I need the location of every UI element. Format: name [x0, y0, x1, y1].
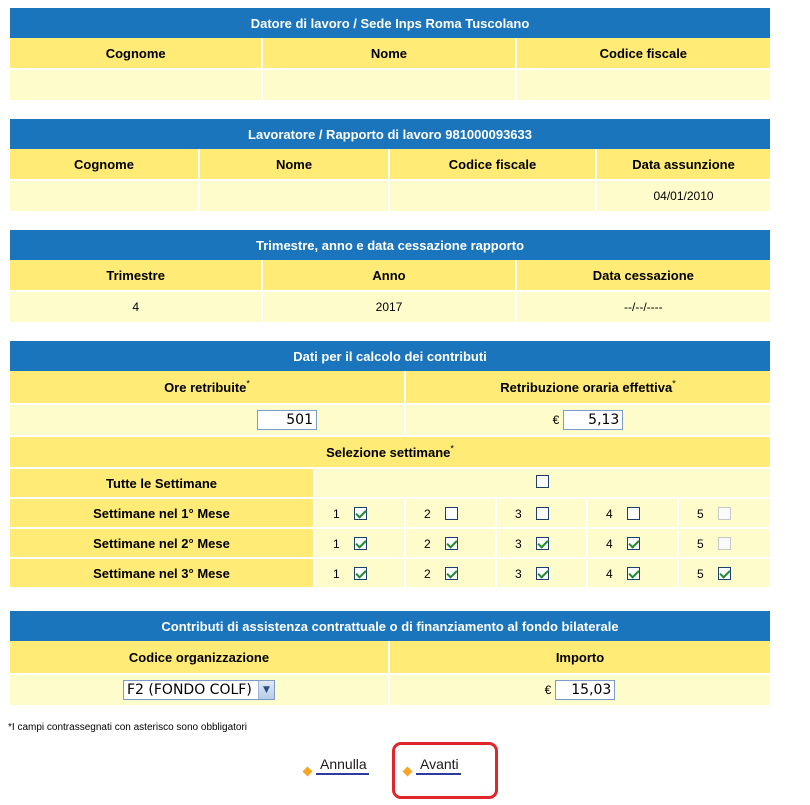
- codice-organizzazione-cell: [10, 673, 390, 705]
- calcolo-title: Dati per il calcolo dei contributi: [10, 341, 770, 371]
- contributi-title: Contributi di assistenza contrattuale o di finanziamento al fondo bilaterale: [10, 611, 770, 641]
- week-checkbox[interactable]: [627, 567, 640, 580]
- datore-cognome-value: [10, 68, 263, 100]
- week-number: 2: [424, 536, 431, 551]
- lavoratore-col-nome: Nome: [200, 149, 390, 179]
- week-number: 4: [606, 566, 613, 581]
- week-number: 5: [697, 566, 704, 581]
- week-checkbox[interactable]: [718, 567, 731, 580]
- week-checkbox[interactable]: [536, 507, 549, 520]
- datore-codice-fiscale-value: [517, 68, 770, 100]
- week-checkbox[interactable]: [536, 537, 549, 550]
- tutte-settimane-label: Tutte le Settimane: [10, 467, 315, 497]
- week-checkbox[interactable]: [354, 537, 367, 550]
- ore-retribuite-input[interactable]: 501: [257, 410, 317, 430]
- chevron-down-icon[interactable]: ▼: [258, 681, 274, 699]
- calcolo-table: [10, 341, 770, 587]
- mese-row: [10, 497, 770, 527]
- week-number: 2: [424, 506, 431, 521]
- week-checkbox[interactable]: [627, 537, 640, 550]
- week-number: 3: [515, 536, 522, 551]
- retribuzione-oraria-label: Retribuzione oraria effettiva*: [406, 371, 770, 403]
- contributi-table: [10, 611, 770, 705]
- euro-symbol: €: [544, 683, 552, 697]
- week-number: 1: [333, 566, 340, 581]
- week-number: 3: [515, 566, 522, 581]
- tutte-settimane-cell: [315, 467, 770, 497]
- ore-retribuite-cell: [10, 403, 406, 435]
- trimestre-table: [10, 230, 770, 322]
- week-number: 1: [333, 506, 340, 521]
- week-checkbox[interactable]: [445, 567, 458, 580]
- lavoratore-table: [10, 119, 770, 211]
- datore-col-nome: Nome: [263, 38, 516, 68]
- week-number: 5: [697, 536, 704, 551]
- lavoratore-col-codice-fiscale: Codice fiscale: [390, 149, 597, 179]
- lavoratore-cognome-value: [10, 179, 200, 211]
- bullet-icon: [303, 767, 313, 777]
- mese-2-label: Settimane nel 2° Mese: [10, 527, 315, 557]
- week-number: 1: [333, 536, 340, 551]
- avanti-highlight-box: [392, 742, 498, 799]
- mese-3-label: Settimane nel 3° Mese: [10, 557, 315, 587]
- codice-organizzazione-label: Codice organizzazione: [10, 641, 390, 673]
- datore-table: [10, 8, 770, 100]
- tutte-settimane-checkbox[interactable]: [536, 475, 549, 488]
- trimestre-col-trimestre: Trimestre: [10, 260, 263, 290]
- ore-retribuite-label: Ore retribuite*: [10, 371, 406, 403]
- datore-col-cognome: Cognome: [10, 38, 263, 68]
- selezione-settimane-title: Selezione settimane*: [10, 435, 770, 467]
- week-checkbox-disabled: [718, 507, 731, 520]
- lavoratore-codice-fiscale-value: [390, 179, 597, 211]
- lavoratore-col-data-assunzione: Data assunzione: [597, 149, 770, 179]
- week-checkbox[interactable]: [354, 507, 367, 520]
- week-number: 4: [606, 536, 613, 551]
- annulla-button[interactable]: Annulla: [316, 756, 369, 775]
- codice-organizzazione-value: F2 (FONDO COLF): [127, 682, 252, 698]
- week-checkbox[interactable]: [536, 567, 549, 580]
- week-checkbox-disabled: [718, 537, 731, 550]
- codice-organizzazione-select[interactable]: [123, 680, 275, 700]
- mese-row: [10, 527, 770, 557]
- euro-symbol: €: [552, 413, 560, 427]
- trimestre-col-anno: Anno: [263, 260, 516, 290]
- retribuzione-oraria-cell: [406, 403, 770, 435]
- importo-input[interactable]: 15,03: [555, 680, 615, 700]
- week-checkbox[interactable]: [445, 537, 458, 550]
- week-checkbox[interactable]: [627, 507, 640, 520]
- week-number: 5: [697, 506, 704, 521]
- mese-row: [10, 557, 770, 587]
- trimestre-title: Trimestre, anno e data cessazione rapporto: [10, 230, 770, 260]
- lavoratore-nome-value: [200, 179, 390, 211]
- importo-label: Importo: [390, 641, 770, 673]
- week-checkbox[interactable]: [445, 507, 458, 520]
- datore-title: Datore di lavoro / Sede Inps Roma Tuscolano: [10, 8, 770, 38]
- lavoratore-data-assunzione-value: 04/01/2010: [597, 179, 770, 211]
- trimestre-col-data-cessazione: Data cessazione: [517, 260, 770, 290]
- week-number: 2: [424, 566, 431, 581]
- week-number: 4: [606, 506, 613, 521]
- required-fields-note: *I campi contrassegnati con asterisco sono obbligatori: [8, 722, 248, 733]
- mese-1-label: Settimane nel 1° Mese: [10, 497, 315, 527]
- avanti-button[interactable]: Avanti: [416, 756, 461, 775]
- importo-cell: [390, 673, 770, 705]
- week-checkbox[interactable]: [354, 567, 367, 580]
- datore-col-codice-fiscale: Codice fiscale: [517, 38, 770, 68]
- lavoratore-title: Lavoratore / Rapporto di lavoro 981000093633: [10, 119, 770, 149]
- lavoratore-col-cognome: Cognome: [10, 149, 200, 179]
- data-cessazione-value: --/--/----: [517, 290, 770, 322]
- anno-value: 2017: [263, 290, 516, 322]
- trimestre-value: 4: [10, 290, 263, 322]
- datore-nome-value: [263, 68, 516, 100]
- retribuzione-oraria-input[interactable]: 5,13: [563, 410, 623, 430]
- week-number: 3: [515, 506, 522, 521]
